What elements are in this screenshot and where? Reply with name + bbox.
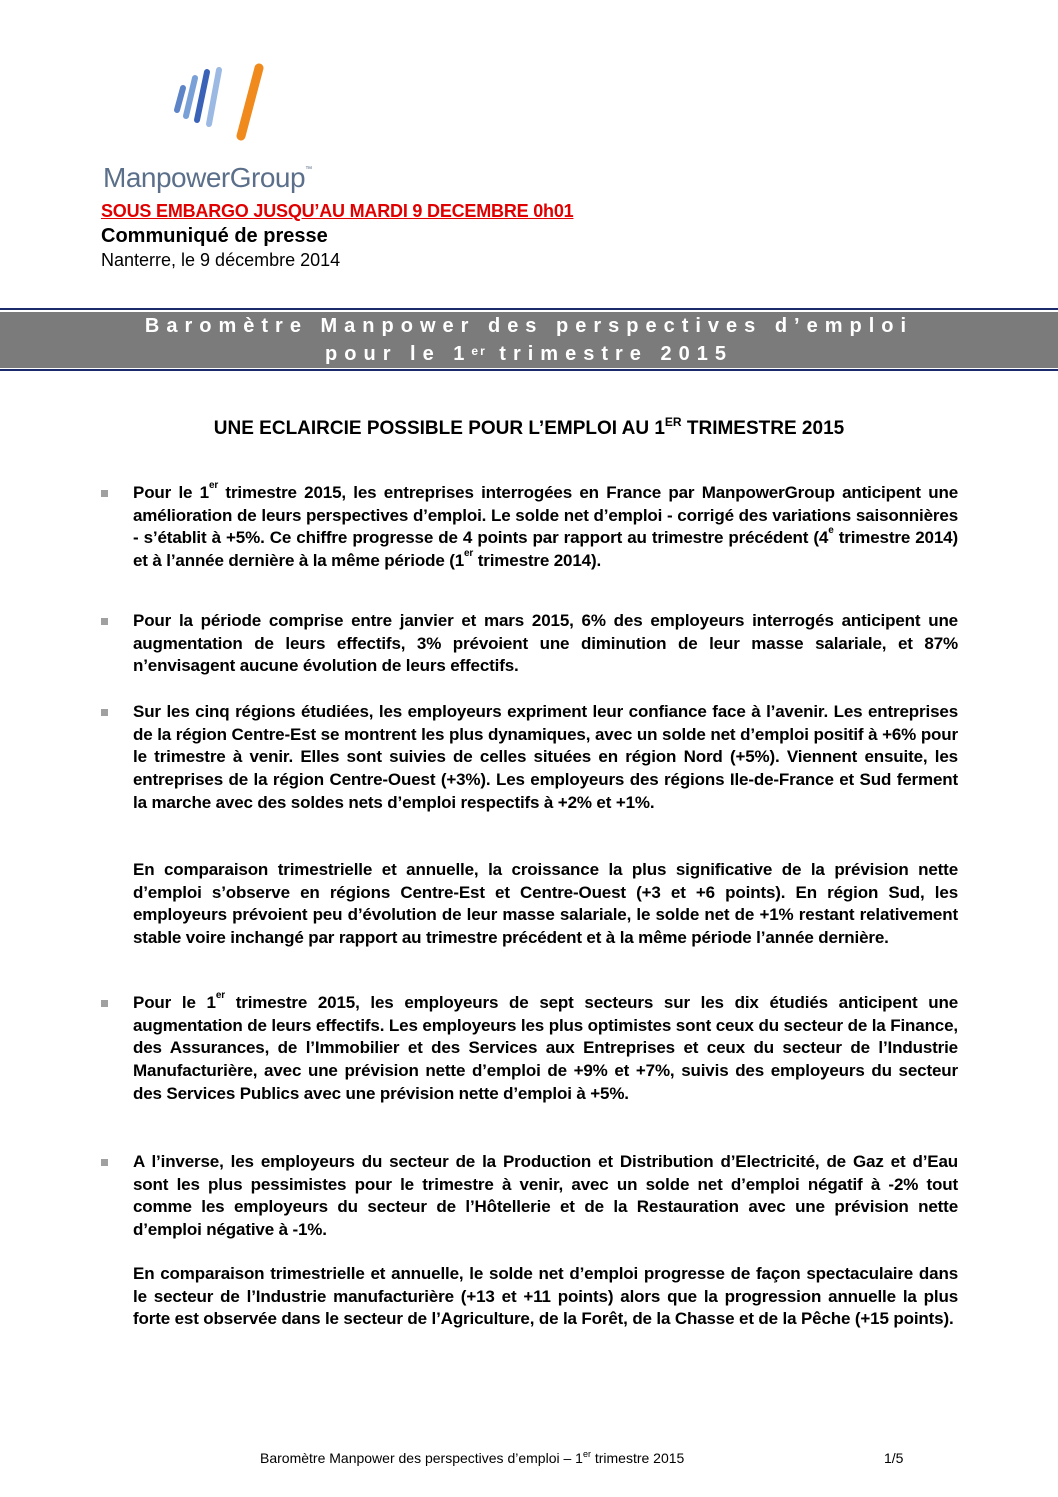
logo-wordmark: ManpowerGroup™ <box>103 162 312 193</box>
banner-line-2: pour le 1er trimestre 2015 <box>325 343 733 365</box>
bullet-icon <box>101 1000 108 1007</box>
paragraph-4: En comparaison trimestrielle et annuelle, la croissance la plus significative de la prévision nette d’emploi s’observe en régions Centre-Est et Centre-Ouest (+3 et +6 points). En région Sud, les employeurs prévoient peu d’évolution de leur masse salariale, le solde net de +1% restant relativement stable voire inchangé par rapport au trimestre précédent et à la même période l’année dernière. <box>133 860 958 948</box>
footer-title: Baromètre Manpower des perspectives d’emploi – 1er trimestre 2015 <box>260 1449 685 1466</box>
banner-rule-top <box>0 308 1058 310</box>
title-banner <box>0 312 1058 368</box>
paragraph-5: Pour le 1er trimestre 2015, les employeurs de sept secteurs sur les dix étudiés anticipent une augmentation de leurs effectifs. Les employeurs les plus optimistes sont ceux du secteur de la Finance, des Assurances, de l’Immobilier et des Services aux Entreprises et ceux du secteur de l’Industrie Manufacturière, avec une prévision nette d’emploi de +9% et +7%, suivis des employeurs du secteur des Services Publics avec une prévision nette d’emploi à +5%. <box>133 990 958 1103</box>
bullet-icon <box>101 618 108 625</box>
banner-rule-bottom <box>0 369 1058 371</box>
place-date: Nanterre, le 9 décembre 2014 <box>101 250 341 270</box>
paragraph-6: A l’inverse, les employeurs du secteur de la Production et Distribution d’Electricité, de Gaz et d’Eau sont les plus pessimistes pour le trimestre à venir, avec un solde net d’emploi négatif à -2% tout comme les employeurs du secteur de l’Hôtellerie et de la Restauration avec une prévision nette d’emploi négative à -1%. <box>133 1152 958 1240</box>
logo-stripes-icon <box>171 58 271 142</box>
paragraph-7: En comparaison trimestrielle et annuelle, le solde net d’emploi progresse de façon spectaculaire dans le secteur de l’Industrie manufacturière (+13 et +11 points) alors que la progression annuelle la plus forte est observée dans le secteur de l’Agriculture, de la Forêt, de la Chasse et de la Pêche (+15 points). <box>133 1264 958 1329</box>
paragraph-1: Pour le 1er trimestre 2015, les entreprises interrogées en France par ManpowerGroup anticipent une amélioration de leurs perspectives d’emploi. Le solde net d’emploi - corrigé des variations saisonnières - s’établit à +5%. Ce chiffre progresse de 4 points par rapport au trimestre précédent (4e trimestre 2014) et à l’année dernière à la même période (1er trimestre 2014). <box>133 480 959 571</box>
banner-line-1: Baromètre Manpower des perspectives d’emploi <box>144 315 914 337</box>
page-number: 1/5 <box>884 1450 904 1466</box>
bullet-icon <box>101 709 108 716</box>
paragraph-3: Sur les cinq régions étudiées, les employeurs expriment leur confiance face à l’avenir. Les entreprises de la région Centre-Est se montrent les plus dynamiques, avec un solde net d’emploi positif à +6% pour le trimestre à venir. Elles sont suivies de celles situées en région Nord (+5%). Viennent ensuite, les entreprises de la région Centre-Ouest (+3%). Les employeurs des régions Ile-de-France et Sud ferment la marche avec des soldes nets d’emploi respectifs à +2% et +1%. <box>133 702 958 812</box>
bullet-icon <box>101 490 108 497</box>
bullet-icon <box>101 1159 108 1166</box>
paragraph-2: Pour la période comprise entre janvier et mars 2015, 6% des employeurs interrogés anticipent une augmentation de leurs effectifs, 3% prévoient une diminution de leur masse salariale, et 87% n’envisagent aucune évolution de leurs effectifs. <box>133 611 958 676</box>
document-type: Communiqué de presse <box>101 225 328 247</box>
headline: UNE ECLAIRCIE POSSIBLE POUR L’EMPLOI AU 1ER TRIMESTRE 2015 <box>213 415 845 439</box>
embargo-notice: SOUS EMBARGO JUSQU’AU MARDI 9 DECEMBRE 0h01 <box>101 201 574 221</box>
manpowergroup-logo <box>101 58 351 198</box>
